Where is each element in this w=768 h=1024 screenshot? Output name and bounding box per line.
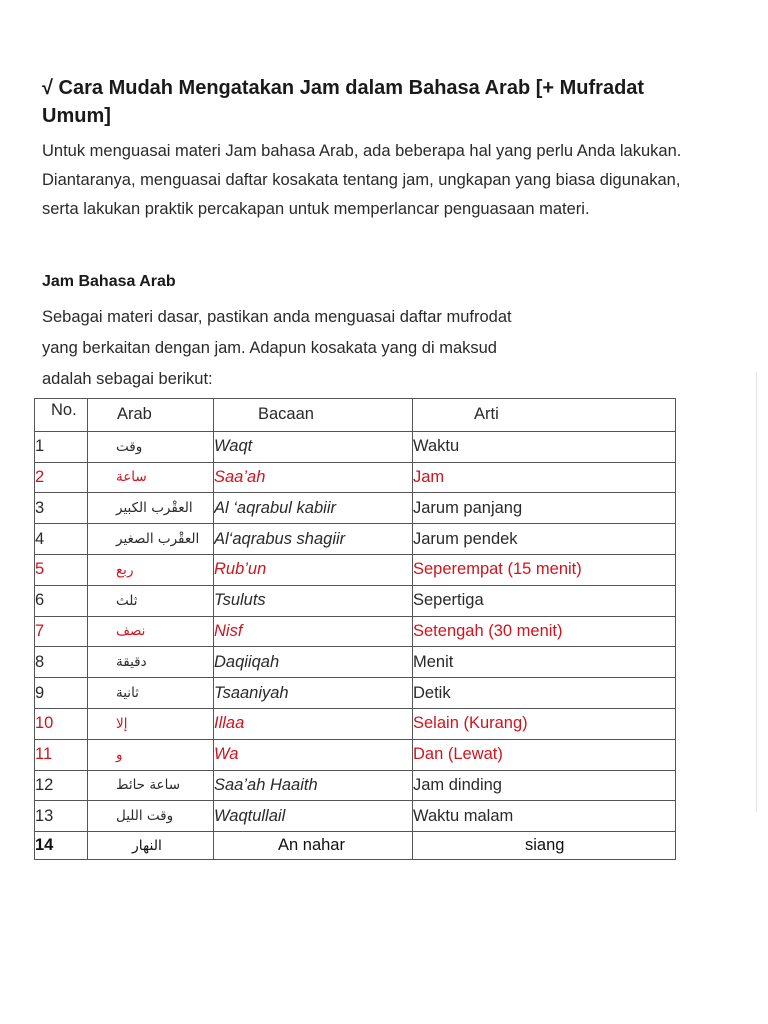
arabic-text: ربع [116,561,134,578]
cell-bacaan: Saa’ah Haaith [214,770,413,801]
arabic-text: إلا [116,715,128,732]
cell-no: 1 [35,431,88,462]
cell-arti: siang [413,832,676,860]
cell-bacaan: Al‘aqrabus shagiir [214,524,413,555]
arabic-text: وقت الليل [116,808,174,825]
cell-no: 5 [35,554,88,585]
cell-no: 7 [35,616,88,647]
cell-bacaan: Wa [214,739,413,770]
cell-arab [88,801,214,832]
table-row [35,554,676,585]
arabic-text: العقْرب الكبير [116,500,193,517]
cell-bacaan: Nisf [214,616,413,647]
table-row [35,801,676,832]
cell-bacaan: Illaa [214,708,413,739]
cell-arti: Jam [413,462,676,493]
table-row [35,493,676,524]
header-bacaan: Bacaan [214,399,413,432]
cell-arab [88,739,214,770]
section-paragraph [42,302,602,395]
section-heading: Jam Bahasa Arab [42,273,176,290]
cell-arab [88,616,214,647]
table-row [35,739,676,770]
arabic-text: وقت [116,438,143,455]
cell-no: 8 [35,647,88,678]
cell-no: 3 [35,493,88,524]
cell-arti: Waktu malam [413,801,676,832]
header-no: No. [35,399,88,432]
section-line: Sebagai materi dasar, pastikan anda menguasai daftar mufrodat [42,308,512,326]
intro-paragraph: Untuk menguasai materi Jam bahasa Arab, ada beberapa hal yang perlu Anda lakukan. Diantaranya, menguasai daftar kosakata tentang jam, ungkapan yang biasa digunakan, serta lakukan praktik percakapan untuk memperlancar penguasaan materi. [42,142,682,218]
cell-arti: Seperempat (15 menit) [413,554,676,585]
cell-no: 10 [35,708,88,739]
section-line: adalah sebagai berikut: [42,370,213,388]
cell-arab [88,554,214,585]
section-line: yang berkaitan dengan jam. Adapun kosakata yang di maksud [42,339,497,357]
arabic-text: ساعة حائط [116,777,181,794]
table-row [35,770,676,801]
cell-bacaan: Al ‘aqrabul kabiir [214,493,413,524]
page-title: √ Cara Mudah Mengatakan Jam dalam Bahasa Arab [+ Mufradat Umum] [42,77,645,127]
cell-arab [88,585,214,616]
table-row [35,585,676,616]
table-row [35,708,676,739]
table-row [35,647,676,678]
table-header-row [35,399,676,432]
scan-edge-line [756,372,757,812]
cell-arab [88,832,214,860]
cell-arti: Jam dinding [413,770,676,801]
arabic-text: النهار [132,837,162,854]
cell-bacaan: Waqtullail [214,801,413,832]
cell-bacaan: Daqiiqah [214,647,413,678]
cell-bacaan: Saa’ah [214,462,413,493]
table-row [35,524,676,555]
arabic-text: ثلث [116,592,138,609]
arabic-text: ثانية [116,685,139,702]
cell-arab [88,708,214,739]
arabic-text: نصف [116,623,146,640]
vocabulary-table [34,398,676,860]
cell-arab [88,524,214,555]
cell-arti: Dan (Lewat) [413,739,676,770]
cell-bacaan: Rub’un [214,554,413,585]
cell-no: 9 [35,678,88,709]
header-arti: Arti [413,399,676,432]
arabic-text: ساعة [116,469,147,486]
cell-arti: Selain (Kurang) [413,708,676,739]
cell-arti: Setengah (30 menit) [413,616,676,647]
cell-no: 2 [35,462,88,493]
arabic-text: دقيقة [116,654,147,671]
cell-no: 12 [35,770,88,801]
cell-arti: Jarum panjang [413,493,676,524]
cell-no: 4 [35,524,88,555]
cell-arti: Detik [413,678,676,709]
cell-arti: Sepertiga [413,585,676,616]
table-body [35,431,676,859]
cell-arab [88,770,214,801]
cell-arab [88,678,214,709]
cell-arab [88,462,214,493]
arabic-text: العقْرب الصغير [116,531,200,548]
header-arab: Arab [88,399,214,432]
cell-arti: Jarum pendek [413,524,676,555]
table-row [35,616,676,647]
cell-no: 11 [35,739,88,770]
table-row [35,678,676,709]
cell-arab [88,431,214,462]
cell-no: 14 [35,832,88,860]
arabic-text: و [116,746,123,763]
table-row [35,832,676,860]
cell-no: 13 [35,801,88,832]
cell-arab [88,647,214,678]
cell-arti: Waktu [413,431,676,462]
cell-bacaan: Tsuluts [214,585,413,616]
cell-bacaan: Waqt [214,431,413,462]
cell-no: 6 [35,585,88,616]
cell-bacaan: An nahar [214,832,413,860]
cell-arab [88,493,214,524]
cell-bacaan: Tsaaniyah [214,678,413,709]
table-row [35,462,676,493]
cell-arti: Menit [413,647,676,678]
table-row [35,431,676,462]
